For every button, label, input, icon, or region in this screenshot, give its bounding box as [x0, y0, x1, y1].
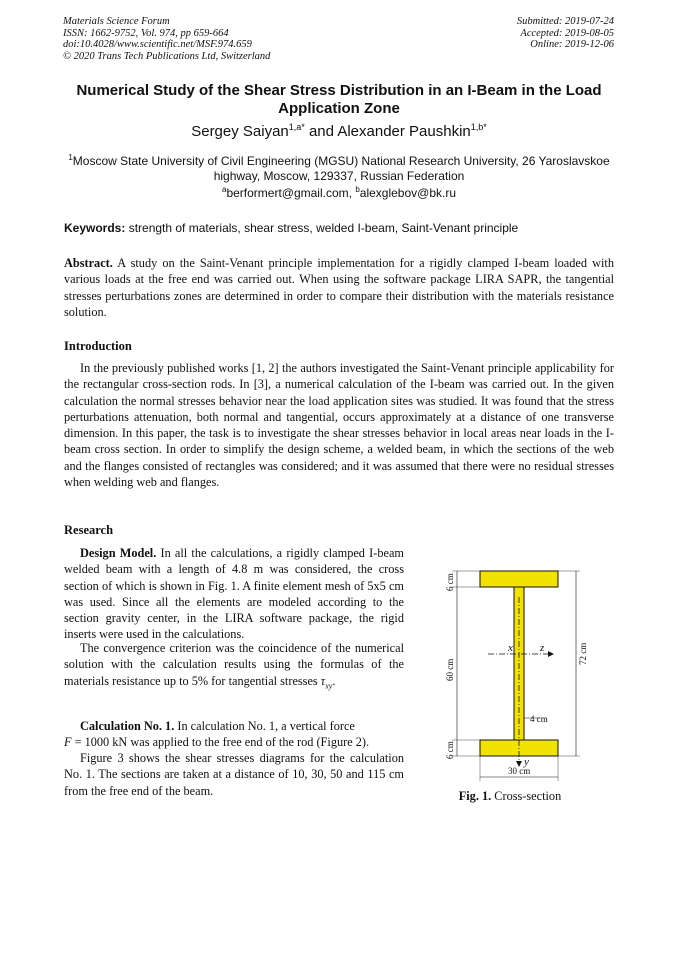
affiliation-text: Moscow State University of Civil Engineering (MGSU) National Research University, 26 Yaroslavskoe highway, Moscow, 129337, Russian Federation — [72, 154, 610, 183]
force-text: = 1000 kN was applied to the free end of the rod (Figure 2). — [71, 735, 370, 750]
calculation-1-label: Calculation No. 1. — [80, 719, 175, 733]
figure-1-caption — [440, 789, 580, 804]
keywords — [64, 221, 518, 235]
convergence-paragraph — [64, 640, 404, 694]
doi-line[interactable]: doi:10.4028/www.scientific.net/MSF.974.659 — [63, 39, 252, 50]
journal-header-right — [517, 16, 614, 51]
top-flange — [480, 571, 558, 587]
bottom-flange-dimension: 6 cm — [445, 741, 455, 759]
author-2-affil: 1,b* — [470, 122, 487, 132]
axis-y-label: y — [524, 756, 529, 768]
authors-and: and — [304, 123, 338, 140]
abstract-label: Abstract. — [64, 256, 113, 270]
affiliation-sup: 1 — [68, 153, 73, 162]
calculation-1-paragraph — [64, 718, 404, 751]
author-1: Sergey Saiyan — [191, 123, 289, 140]
paper-title: Numerical Study of the Shear Stress Distribution in an I-Beam in the Load Application Zone — [76, 82, 602, 117]
online-date: Online: 2019-12-06 — [530, 39, 614, 50]
accepted-date: Accepted: 2019-08-05 — [520, 27, 614, 39]
tau-symbol: τ — [320, 673, 326, 688]
i-beam-cross-section-figure — [430, 555, 610, 785]
axis-z-label: z — [540, 642, 545, 654]
affiliation — [60, 150, 618, 184]
introduction-text: In the previously published works [1, 2] the authors investigated the Saint-Venant principle applicability for the rectangular cross-section rods. In [3], a numerical calculation of the I-beam was carried out. In the given calculation the normal stresses behavior near the load application sites was studied. It was found that the stress perturbations attenuation, both normal and tangential, occurs approximately at a distance of one transverse dimension. In this paper, the task is to investigate the shear stresses behavior in local areas near loads in the I-beam cross section. In order to simplify the design scheme, a welded beam, in which the sections of the web and the flanges consisted of rectangles was considered; and it was assumed that there were no residual stresses when welding web and flanges. — [64, 361, 614, 490]
research-heading: Research — [64, 523, 114, 537]
author-2: Alexander Paushkin — [337, 123, 471, 140]
figure-1-caption-label: Fig. 1. — [458, 789, 492, 803]
keywords-text: strength of materials, shear stress, welded I-beam, Saint-Venant principle — [125, 221, 519, 235]
introduction-heading: Introduction — [64, 339, 132, 353]
email-a[interactable]: berformert@gmail.com, — [226, 186, 356, 200]
abstract-text: A study on the Saint-Venant principle implementation for a rigidly clamped I-beam loaded with various loads at the free end was carried out. When using the software package LIRA SAPR, the tangential stresses perturbations zones are determined in order to compare their distribution with the materials resistance solution. — [64, 256, 614, 319]
authors-line — [60, 122, 618, 140]
emails — [60, 185, 618, 200]
issn-line: ISSN: 1662-9752, Vol. 974, pp 659-664 — [63, 27, 229, 39]
copyright-line: © 2020 Trans Tech Publications Ltd, Switzerland — [63, 50, 271, 62]
email-a-sup: a — [221, 185, 227, 194]
design-model-text: In all the calculations, a rigidly clamped I-beam welded beam with a length of 4.8 m was considered, the cross section of which is shown in Fig. 1. A finite element mesh of 5x5 cm was used. Since all the elements are modeled according to the section gravity center, in the LIRA software package, the rigid inserts were used in the calculations. — [64, 546, 404, 642]
email-b[interactable]: alexglebov@bk.ru — [359, 186, 457, 200]
calculation-1-text: In calculation No. 1, a vertical force — [174, 719, 358, 733]
abstract — [64, 255, 614, 320]
force-symbol: F — [64, 735, 72, 750]
design-model-paragraph — [64, 545, 404, 643]
journal-header-left — [63, 16, 270, 62]
email-b-sup: b — [355, 185, 360, 194]
figure-1-caption-text: Cross-section — [491, 789, 562, 803]
author-1-affil: 1,a* — [288, 122, 305, 132]
axis-x-label: x — [508, 642, 513, 654]
total-height-dimension: 72 cm — [578, 642, 588, 665]
journal-name: Materials Science Forum — [63, 16, 170, 27]
design-model-label: Design Model. — [80, 546, 157, 560]
web-height-dimension: 60 cm — [445, 658, 455, 681]
period: . — [332, 673, 336, 688]
tau-subscript: xy — [325, 681, 333, 691]
flange-width-dimension: 30 cm — [508, 766, 531, 776]
web-width-dimension: 4 cm — [530, 714, 548, 724]
keywords-label: Keywords: — [64, 221, 126, 235]
convergence-text: The convergence criterion was the coincidence of the numerical solution with the calculation results using the formulas of the materials resistance up to 5% for tangential stresses — [64, 641, 404, 688]
submitted-date: Submitted: 2019-07-24 — [516, 16, 614, 27]
figure-3-paragraph: Figure 3 shows the shear stresses diagrams for the calculation No. 1. The sections are taken at a distance of 10, 30, 50 and 115 cm from the free end of the beam. — [64, 751, 404, 798]
top-flange-dimension: 6 cm — [445, 573, 455, 591]
